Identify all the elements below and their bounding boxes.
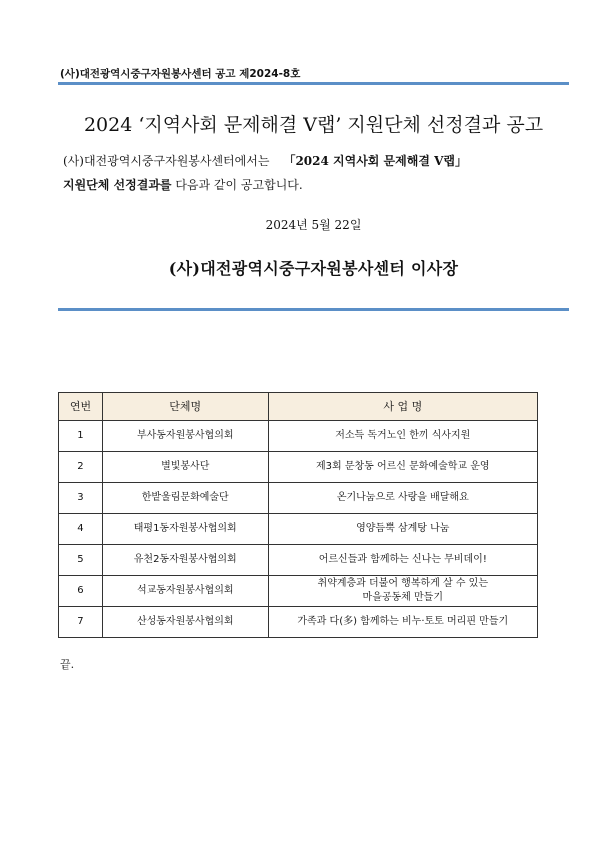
announcement-date: 2024년 5월 22일 xyxy=(265,218,362,232)
body-line-2 xyxy=(63,176,303,193)
row-org: 태평1동자원봉사협의회 xyxy=(102,514,268,545)
row-project: 영양듬뿍 삼계탕 나눔 xyxy=(268,514,537,545)
results-table xyxy=(58,392,538,638)
row-project-line-1: 취약계층과 더불어 행복하게 살 수 있는 xyxy=(317,578,489,589)
bottom-rule xyxy=(58,308,569,311)
end-mark: 끝. xyxy=(60,658,75,671)
signer: (사)대전광역시중구자원봉사센터 이사장 xyxy=(168,259,459,278)
table-row xyxy=(59,576,538,607)
row-project: 저소득 독거노인 한끼 식사지원 xyxy=(268,421,537,452)
row-org: 유천2동자원봉사협의회 xyxy=(102,545,268,576)
body-line-2-emphasis: 지원단체 선정결과를 xyxy=(63,178,172,192)
row-project: 제3회 문창동 어르신 문화예술학교 운영 xyxy=(268,452,537,483)
row-no: 3 xyxy=(59,483,103,514)
row-project: 어르신들과 함께하는 신나는 무비데이! xyxy=(268,545,537,576)
row-no: 2 xyxy=(59,452,103,483)
table-row xyxy=(59,607,538,638)
row-org: 한밭울림문화예술단 xyxy=(102,483,268,514)
row-no: 7 xyxy=(59,607,103,638)
top-rule xyxy=(58,82,569,85)
row-org: 부사동자원봉사협의회 xyxy=(102,421,268,452)
header-no: 연번 xyxy=(59,393,103,421)
row-no: 5 xyxy=(59,545,103,576)
row-org: 석교동자원봉사협의회 xyxy=(102,576,268,607)
row-project xyxy=(268,576,537,607)
body-line-1-program: 「2024 지역사회 문제해결 V랩」 xyxy=(283,154,468,168)
row-no: 6 xyxy=(59,576,103,607)
table-row xyxy=(59,421,538,452)
row-no: 1 xyxy=(59,421,103,452)
row-project: 가족과 다(多) 함께하는 비누·토토 머리핀 만들기 xyxy=(268,607,537,638)
header-org: 단체명 xyxy=(102,393,268,421)
row-no: 4 xyxy=(59,514,103,545)
table-header-row xyxy=(59,393,538,421)
body-line-2-rest: 다음과 같이 공고합니다. xyxy=(171,178,303,192)
body-line-1-intro: (사)대전광역시중구자원봉사센터에서는 xyxy=(63,154,270,168)
table-row xyxy=(59,545,538,576)
document-title: 2024 ‘지역사회 문제해결 V랩’ 지원단체 선정결과 공고 xyxy=(83,114,544,136)
header-project: 사 업 명 xyxy=(268,393,537,421)
row-org: 별빛봉사단 xyxy=(102,452,268,483)
row-project: 온기나눔으로 사랑을 배달해요 xyxy=(268,483,537,514)
row-project-line-2: 마을공동체 만들기 xyxy=(362,592,444,603)
table-row xyxy=(59,483,538,514)
body-line-1 xyxy=(63,152,467,169)
table-row xyxy=(59,452,538,483)
row-org: 산성동자원봉사협의회 xyxy=(102,607,268,638)
table-row xyxy=(59,514,538,545)
document-number: (사)대전광역시중구자원봉사센터 공고 제2024-8호 xyxy=(60,68,301,80)
